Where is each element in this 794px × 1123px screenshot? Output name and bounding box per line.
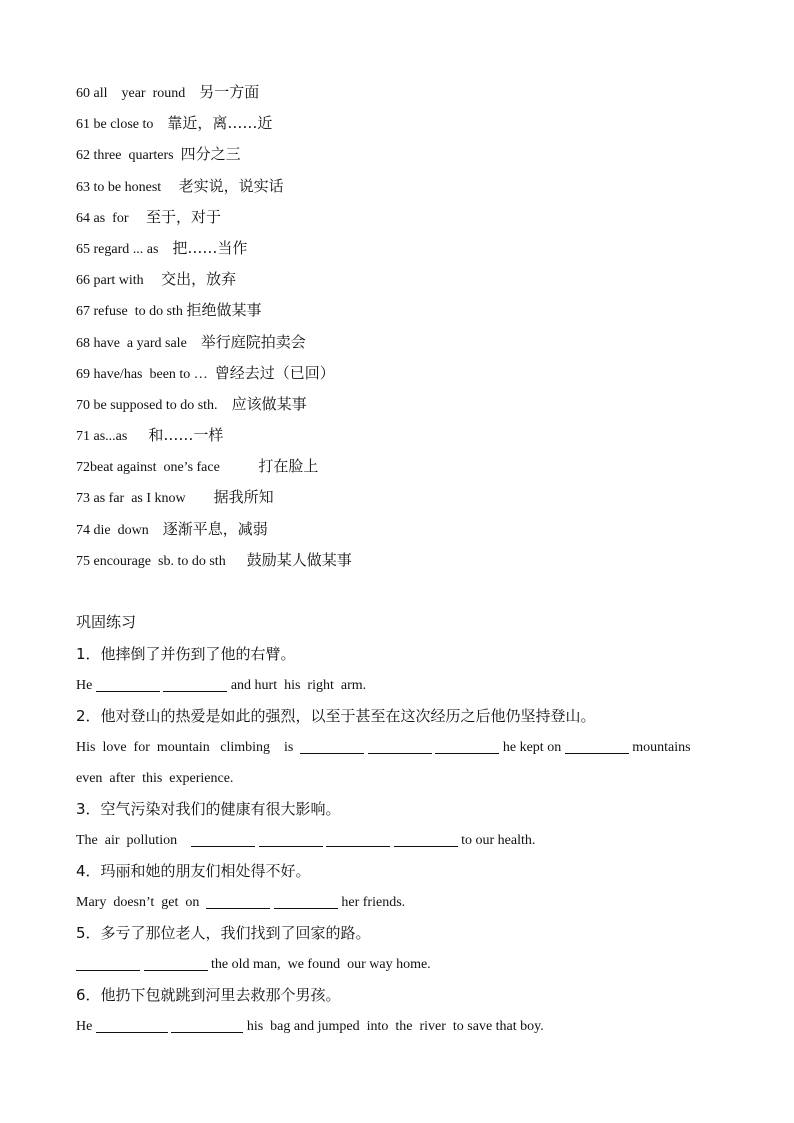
- exercise-prompt-6: 6．他扔下包就跳到河里去救那个男孩。: [76, 986, 341, 1004]
- answer-blank[interactable]: [274, 893, 338, 909]
- phrase-english: 69 have/has been to …: [76, 366, 215, 382]
- answer-blank[interactable]: [96, 1017, 168, 1033]
- phrase-english: 75 encourage sb. to do sth: [76, 553, 247, 569]
- phrase-chinese: 老实说，说实话: [178, 176, 284, 195]
- phrase-item: [76, 361, 716, 392]
- phrase-item: [76, 267, 716, 298]
- phrase-chinese: 另一方面: [199, 83, 260, 101]
- exercise-heading: 巩固练习: [76, 613, 137, 631]
- exercise-prompt-2: 2．他对登山的热爱是如此的强烈，以至于甚至在这次经历之后他仍坚持登山。: [76, 707, 596, 725]
- phrase-chinese: 交出，放弃: [161, 270, 237, 289]
- phrase-chinese: 至于，对于: [146, 207, 222, 226]
- phrase-item: [76, 517, 716, 548]
- exercise-section: [76, 610, 716, 1044]
- phrase-english: 60 all year round: [76, 86, 200, 101]
- answer-text: He: [76, 678, 96, 693]
- phrase-item: [76, 142, 716, 173]
- answer-blank[interactable]: [171, 1017, 243, 1033]
- answer-text: to our health.: [457, 833, 536, 848]
- phrase-list: [76, 80, 716, 579]
- phrase-english: 61 be close to: [76, 117, 168, 133]
- answer-text: and hurt his right arm.: [227, 678, 367, 693]
- phrase-chinese: 据我所知: [213, 488, 274, 507]
- phrase-item: [76, 80, 716, 111]
- answer-text: her friends.: [337, 895, 406, 910]
- exercise-answer-line-3: [76, 827, 716, 858]
- answer-blank[interactable]: [144, 955, 208, 971]
- exercise-answer-line-2: [76, 734, 716, 765]
- exercise-prompt-4: 4．玛丽和她的朋友们相处得不好。: [76, 862, 311, 880]
- answer-blank[interactable]: [163, 676, 227, 692]
- phrase-english: 71 as...as: [76, 429, 149, 445]
- phrase-item: [76, 548, 716, 579]
- answer-blank[interactable]: [259, 831, 323, 847]
- answer-text: The air pollution: [76, 833, 192, 848]
- exercise-answer-line-4: [76, 889, 716, 920]
- exercise-answer-line-6: [76, 1013, 716, 1044]
- phrase-item: [76, 236, 716, 267]
- answer-blank[interactable]: [435, 738, 499, 754]
- phrase-chinese: 举行庭院拍卖会: [200, 332, 306, 351]
- phrase-english: 74 die down: [76, 522, 163, 538]
- answer-text: mountains: [628, 740, 691, 755]
- answer-blank[interactable]: [326, 831, 390, 847]
- phrase-item: [76, 205, 716, 236]
- phrase-english: 70 be supposed to do sth.: [76, 397, 232, 413]
- phrase-chinese: 靠近，离……近: [167, 114, 273, 133]
- answer-blank[interactable]: [394, 831, 458, 847]
- phrase-chinese: 逐渐平息，减弱: [162, 519, 268, 538]
- phrase-chinese: 打在脸上: [258, 457, 319, 476]
- exercise-prompt-3: 3．空气污染对我们的健康有很大影响。: [76, 800, 341, 818]
- phrase-english: 68 have a yard sale: [76, 335, 201, 351]
- answer-text: His love for mountain climbing is: [76, 740, 301, 755]
- phrase-chinese: 把……当作: [172, 238, 248, 257]
- phrase-item: [76, 330, 716, 361]
- phrase-chinese: 四分之三: [180, 145, 241, 164]
- answer-blank[interactable]: [191, 831, 255, 847]
- phrase-chinese: 曾经去过（已回）: [214, 363, 335, 382]
- phrase-english: 72beat against one’s face: [76, 460, 259, 476]
- exercise-answer-line-1: [76, 672, 716, 703]
- phrase-english: 67 refuse to do sth: [76, 304, 187, 320]
- answer-text: he kept on: [499, 740, 565, 755]
- phrase-item: [76, 485, 716, 516]
- phrase-english: 62 three quarters: [76, 148, 181, 164]
- phrase-english: 65 regard ... as: [76, 241, 173, 257]
- phrase-english: 66 part with: [76, 273, 162, 289]
- phrase-chinese: 和……一样: [148, 426, 224, 445]
- phrase-item: [76, 454, 716, 485]
- answer-text: the old man, we found our way home.: [207, 957, 431, 972]
- answer-blank[interactable]: [368, 738, 432, 754]
- phrase-item: [76, 111, 716, 142]
- answer-blank[interactable]: [300, 738, 364, 754]
- exercise-prompt-1: 1．他摔倒了并伤到了他的右臂。: [76, 645, 296, 663]
- phrase-english: 63 to be honest: [76, 179, 179, 195]
- answer-text: He: [76, 1019, 96, 1034]
- phrase-item: [76, 392, 716, 423]
- phrase-item: [76, 423, 716, 454]
- answer-blank[interactable]: [206, 893, 270, 909]
- exercise-answer-line-2-cont: even after this experience.: [76, 771, 234, 786]
- phrase-chinese: 拒绝做某事: [186, 301, 262, 320]
- phrase-english: 64 as for: [76, 210, 146, 226]
- answer-blank[interactable]: [96, 676, 160, 692]
- phrase-item: [76, 298, 716, 329]
- phrase-item: [76, 174, 716, 205]
- phrase-english: 73 as far as I know: [76, 491, 214, 507]
- answer-text: Mary doesn’t get on: [76, 895, 207, 910]
- answer-blank[interactable]: [76, 955, 140, 971]
- phrase-chinese: 鼓励某人做某事: [246, 550, 352, 569]
- phrase-chinese: 应该做某事: [231, 394, 307, 413]
- exercise-answer-line-5: [76, 951, 716, 982]
- exercise-prompt-5: 5．多亏了那位老人，我们找到了回家的路。: [76, 924, 371, 942]
- answer-blank[interactable]: [565, 738, 629, 754]
- answer-text: his bag and jumped into the river to save that boy.: [243, 1019, 544, 1034]
